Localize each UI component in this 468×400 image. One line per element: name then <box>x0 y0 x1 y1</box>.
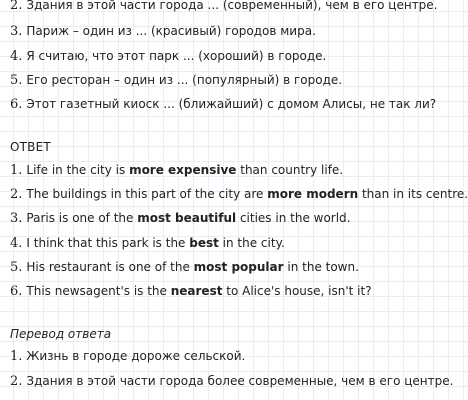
item-number: 2. <box>10 187 23 202</box>
item-text: Я считаю, что этот парк ... (хороший) в городе. <box>26 49 327 63</box>
item-text: Париж – один из ... (красивый) городов мира. <box>26 24 316 38</box>
item-text: Здания в этой части города более современные, чем в его центре. <box>26 374 454 388</box>
exercise-item-4 <box>10 48 326 65</box>
item-text-post: than country life. <box>236 163 344 177</box>
answer-item-5 <box>10 259 359 276</box>
item-text-pre: Paris is one of the <box>26 211 138 225</box>
item-number: 5. <box>10 260 23 275</box>
item-number: 6. <box>10 284 23 299</box>
item-text-post: to Alice's house, isn't it? <box>222 284 372 298</box>
exercise-item-6 <box>10 96 436 113</box>
exercise-item-2 <box>10 0 438 14</box>
item-number: 3. <box>10 24 23 39</box>
translation-heading: Перевод ответа <box>10 327 112 341</box>
item-answer-bold: nearest <box>170 284 223 298</box>
answer-item-3 <box>10 210 351 227</box>
answer-item-2 <box>10 186 468 203</box>
item-number: 5. <box>10 73 23 88</box>
item-answer-bold: more modern <box>267 187 359 201</box>
answer-heading: ОТВЕТ <box>10 140 51 154</box>
item-number: 3. <box>10 211 23 226</box>
answer-item-1 <box>10 162 343 179</box>
item-text-pre: I think that this park is the <box>26 236 190 250</box>
item-text-post: in the city. <box>218 236 285 250</box>
item-text: Здания в этой части города ... (современный), чем в его центре. <box>26 0 438 12</box>
item-text: Этот газетный киоск ... (ближайший) с домом Алисы, не так ли? <box>26 97 437 111</box>
item-number: 4. <box>10 49 23 64</box>
item-text-post: than in its centre. <box>358 187 468 201</box>
item-number: 2. <box>10 374 23 389</box>
item-answer-bold: most beautiful <box>137 211 237 225</box>
item-text-pre: This newsagent's is the <box>26 284 171 298</box>
item-text-pre: His restaurant is one of the <box>26 260 194 274</box>
item-answer-bold: best <box>189 236 219 250</box>
item-text-pre: Life in the city is <box>26 163 130 177</box>
item-text: Его ресторан – один из ... (популярный) в городе. <box>26 73 343 87</box>
item-number: 1. <box>10 349 23 364</box>
item-number: 1. <box>10 163 23 178</box>
exercise-item-3 <box>10 23 316 40</box>
item-text-post: cities in the world. <box>236 211 351 225</box>
translation-item-1 <box>10 348 245 365</box>
answer-item-6 <box>10 283 372 300</box>
item-number: 4. <box>10 236 23 251</box>
item-number: 2. <box>10 0 23 13</box>
item-answer-bold: more expensive <box>129 163 237 177</box>
translation-item-2 <box>10 373 453 390</box>
item-text-post: in the town. <box>283 260 359 274</box>
item-text: Жизнь в городе дороже сельской. <box>26 349 246 363</box>
item-answer-bold: most popular <box>193 260 284 274</box>
item-number: 6. <box>10 97 23 112</box>
exercise-item-5 <box>10 72 342 89</box>
answer-item-4 <box>10 235 285 252</box>
item-text-pre: The buildings in this part of the city are <box>26 187 268 201</box>
